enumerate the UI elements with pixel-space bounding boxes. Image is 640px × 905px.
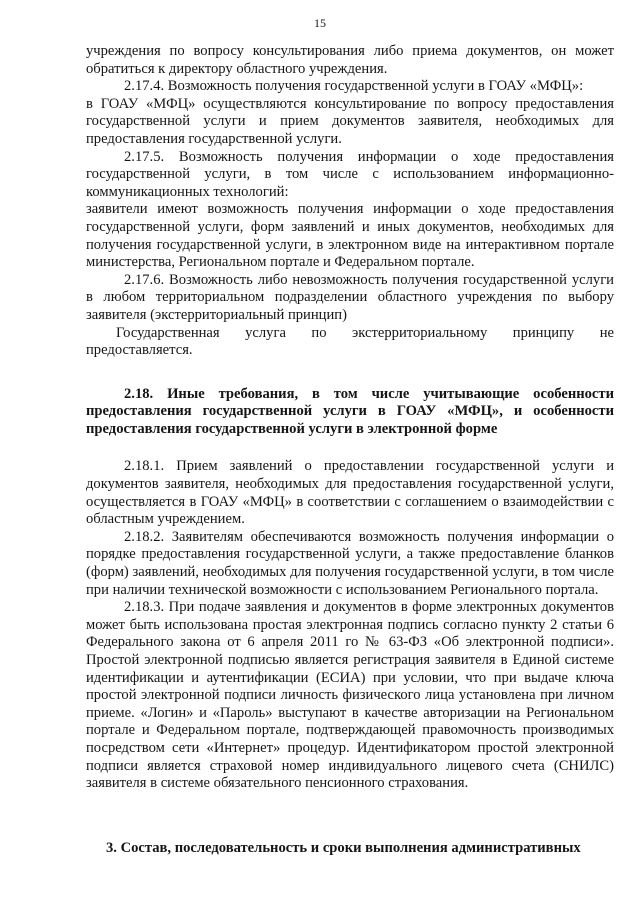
paragraph-2-17-5: 2.17.5. Возможность получения информации о ходе предоставления государственной услуги, в том числе с использованием информационно-коммуникационных технологий: bbox=[86, 148, 614, 200]
paragraph-2-17-6: 2.17.6. Возможность либо невозможность получения государственной услуги в любом территориальном подразделении областного учреждения по выбору заявителя (экстерриториальный принцип) bbox=[86, 271, 614, 323]
paragraph-2-17-4: 2.17.4. Возможность получения государственной услуги в ГОАУ «МФЦ»: bbox=[124, 78, 584, 95]
document-body bbox=[86, 43, 614, 793]
paragraph-2-18-1: 2.18.1. Прием заявлений о предоставлении государственной услуги и документов заявителя, необходимых для предоставления государственной услуги, осуществляется в ГОАУ «МФЦ» в соответствии с соглашением о взаимодействии с областным учреждением. bbox=[86, 458, 614, 528]
paragraph-applicants-info: заявители имеют возможность получения информации о ходе предоставления государственной услуги, форм заявлений и иных документов, необходимых для получения государственной услуги, в электронном виде на интерактивном портале министерства, Региональном портале и Федеральном портале. bbox=[86, 201, 614, 271]
section-heading-3: 3. Состав, последовательность и сроки выполнения административных bbox=[106, 840, 581, 856]
paragraph-continuation: учреждения по вопросу консультирования либо приема документов, он может обратиться к директору областного учреждения. bbox=[86, 43, 614, 77]
paragraph-extraterritorial: Государственная услуга по экстерриториальному принципу не предоставляется. bbox=[86, 324, 614, 359]
section-heading-2-18: 2.18. Иные требования, в том числе учитывающие особенности предоставления государственной услуги в ГОАУ «МФЦ», и особенности предоставления государственной услуги в электронной форме bbox=[86, 385, 614, 437]
paragraph-mfc-consulting: в ГОАУ «МФЦ» осуществляются консультирование по вопросу предоставления государственной услуги и прием документов заявителя, необходимых для предоставления государственной услуги. bbox=[86, 95, 614, 147]
paragraph-2-18-2: 2.18.2. Заявителям обеспечиваются возможность получения информации о порядке предоставления государственной услуги, а также предоставление бланков (форм) заявлений, необходимых для получения государственной услуги, в том числе при наличии технической возможности с использованием Регионального портала. bbox=[86, 528, 614, 598]
page-number: 15 bbox=[314, 16, 326, 30]
paragraph-2-18-3: 2.18.3. При подаче заявления и документов в форме электронных документов может быть использована простая электронная подпись согласно пункту 2 статьи 6 Федерального закона от 6 апреля 2011 го № 63-ФЗ «Об электронной подписи». Простой электронной подписью является регистрация заявителя в Единой системе идентификации и аутентификации (ЕСИА) при условии, что при выдаче ключа простой электронной подписи личность физического лица установлена при личном приеме. «Логин» и «Пароль» выступают в качестве авторизации на Региональном портале и Федеральном портале, подтверждающей правомочность производимых посредством сети «Интернет» процедур. Идентификатором простой электронной подписи является страховой номер индивидуального лицевого счета (СНИЛС) заявителя в системе обязательного пенсионного страхования. bbox=[86, 599, 614, 792]
